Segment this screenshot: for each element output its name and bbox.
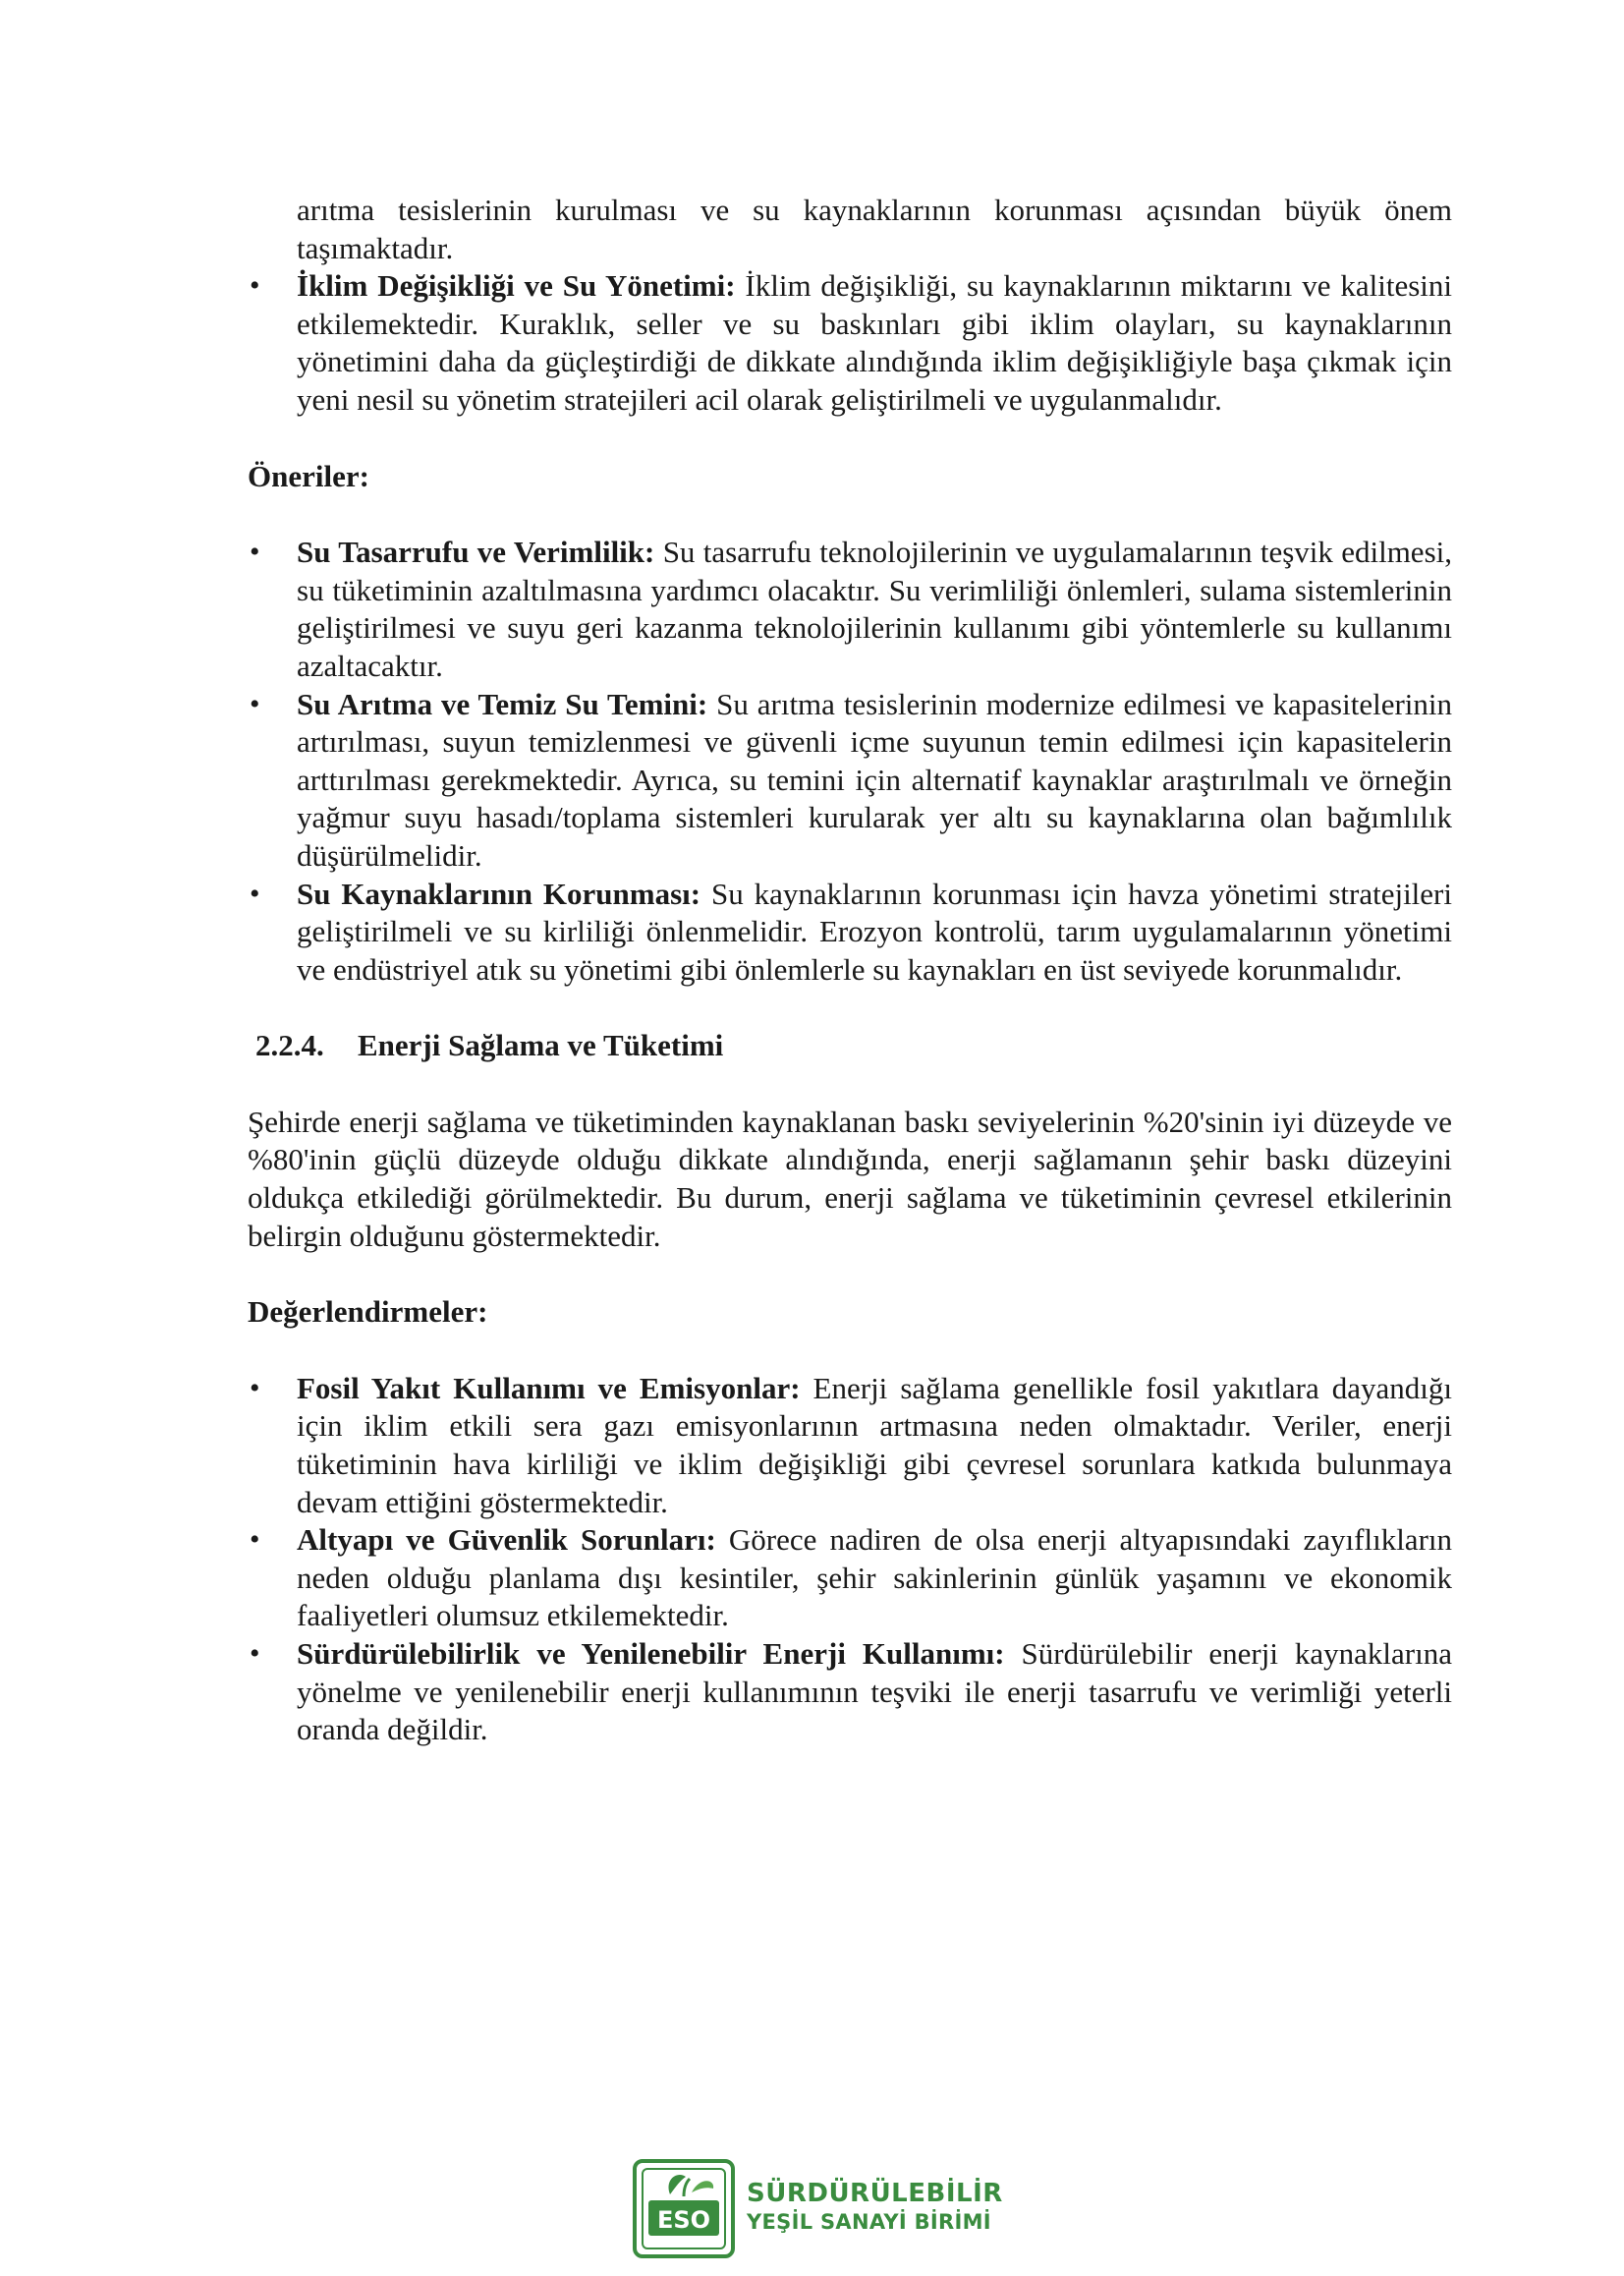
item-text: Su kaynaklarının korunması için havza yönetimi stratejileri geliştirilmeli ve su kirliliği önlenmelidir. Erozyon kontrolü, tarım uygulamalarının yönetimi ve endüstriyel atık su yönetimi gibi önlemlerle su kaynakları en üst seviyede korunmalıdır. — [297, 876, 1452, 987]
bullet-list-top — [248, 267, 1452, 419]
list-item — [248, 876, 1452, 990]
item-title: Su Tasarrufu ve Verimlilik: — [297, 535, 655, 570]
degerlendirmeler-heading: Değerlendirmeler: — [248, 1294, 488, 1330]
item-title: Altyapı ve Güvenlik Sorunları: — [297, 1522, 716, 1558]
eso-logo-mark-icon — [631, 2157, 737, 2260]
intro-continuation: arıtma tesislerinin kurulması ve su kaynaklarının korunması açısından büyük önem taşımaktadır. — [297, 193, 1452, 265]
section-title: Enerji Sağlama ve Tüketimi — [358, 1028, 724, 1063]
item-text: Su arıtma tesislerinin modernize edilmesi ve kapasitelerinin artırılması, suyun temizlenmesi ve güvenli içme suyunun temin edilmesi için kapasitelerin arttırılması gerekmektedir. Ayrıca, su temini için alternatif kaynaklar araştırılmalı ve örneğin yağmur suyu hasadı/toplama sistemleri kurularak yer altı su kaynaklarına olan bağımlılık düşürülmelidir. — [297, 686, 1453, 873]
item-text: İklim değişikliği, su kaynaklarının miktarını ve kalitesini etkilemektedir. Kuraklık, seller ve su baskınları gibi iklim olayları, su kaynaklarının yönetimini daha da güçleştirdiği de dikkate alındığında iklim değişikliğiyle başa çıkmak için yeni nesil su yönetim stratejileri acil olarak geliştirilmeli ve uygulanmalıdır. — [297, 268, 1452, 417]
list-item — [248, 1635, 1452, 1749]
item-title: İklim Değişikliği ve Su Yönetimi: — [297, 268, 736, 304]
oneriler-list — [248, 534, 1452, 989]
bullet-icon: • — [250, 877, 260, 910]
bullet-icon: • — [250, 1523, 260, 1557]
item-title: Su Arıtma ve Temiz Su Temini: — [297, 686, 708, 721]
logo-line2: YEŞİL SANAYİ BİRİMİ — [747, 2210, 991, 2234]
logo-mark-text: ESO — [656, 2206, 711, 2234]
list-item — [248, 686, 1452, 876]
item-text: Enerji sağlama genellikle fosil yakıtlara dayandığı için iklim etkili sera gazı emisyonlarının artmasına neden olmaktadır. Veriler, enerji tüketiminin hava kirliliği ve iklim değişikliği gibi çevresel sorunlara katkıda bulunmaya devam ettiğini göstermektedir. — [297, 1370, 1452, 1519]
item-title: Su Kaynaklarının Korunması: — [297, 876, 701, 911]
item-text: Sürdürülebilir enerji kaynaklarına yönelme ve yenilenebilir enerji kullanımının teşviki ile enerji tasarrufu ve verimliği yeterli oranda değildir. — [297, 1636, 1452, 1747]
section-number: 2.2.4. — [255, 1028, 324, 1063]
eso-logo — [631, 2157, 1003, 2260]
degerlendirmeler-list — [248, 1370, 1452, 1749]
oneriler-heading: Öneriler: — [248, 458, 369, 493]
item-title: Sürdürülebilirlik ve Yenilenebilir Enerji Kullanımı: — [297, 1636, 1005, 1671]
bullet-icon: • — [250, 687, 260, 720]
bullet-icon: • — [250, 1637, 260, 1670]
list-item — [248, 534, 1452, 685]
bullet-icon: • — [250, 536, 260, 569]
section-paragraph: Şehirde enerji sağlama ve tüketiminden kaynaklanan baskı seviyelerinin %20'sinin iyi düzeyde ve %80'inin güçlü düzeyde olduğu dikkate alındığında, enerji sağlamanın şehir baskı düzeyini oldukça etkilediği görülmektedir. Bu durum, enerji sağlama ve tüketiminin çevresel etkilerinin belirgin olduğunu göstermektedir. — [248, 1104, 1452, 1253]
bullet-icon: • — [250, 1371, 260, 1404]
document-page — [248, 192, 1452, 1749]
item-text: Su tasarrufu teknolojilerinin ve uygulamalarının teşvik edilmesi, su tüketiminin azaltılmasına yardımcı olacaktır. Su verimliliği önlemleri, sulama sistemlerinin geliştirilmesi ve suyu geri kazanma teknolojilerinin kullanımı gibi yöntemlerle su kullanımı azaltacaktır. — [297, 535, 1452, 683]
list-item — [248, 1521, 1452, 1635]
logo-line1: SÜRDÜRÜLEBİLİR — [747, 2179, 1003, 2208]
item-title: Fosil Yakıt Kullanımı ve Emisyonlar: — [297, 1370, 801, 1405]
list-item — [248, 1370, 1452, 1521]
bullet-icon: • — [250, 269, 260, 303]
list-item — [248, 267, 1452, 419]
section-heading — [248, 1027, 1452, 1065]
item-text: Görece nadiren de olsa enerji altyapısındaki zayıflıkların neden olduğu planlama dışı kesintiler, şehir sakinlerinin günlük yaşamını ve ekonomik faaliyetleri olumsuz etkilemektedir. — [297, 1522, 1453, 1633]
